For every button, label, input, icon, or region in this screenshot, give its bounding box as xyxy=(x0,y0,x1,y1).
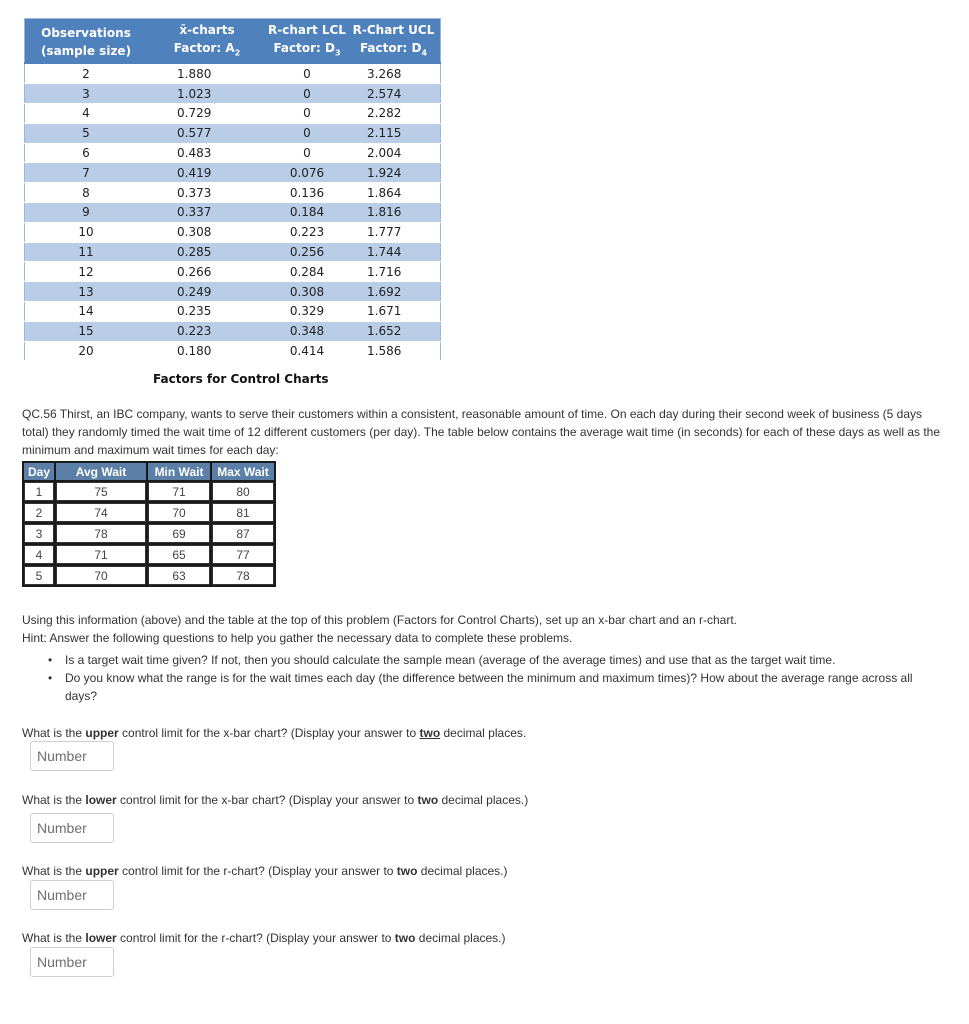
factors-cell-d4: 2.574 xyxy=(347,84,441,104)
problem-description: QC.56 Thirst, an IBC company, wants to serve their customers within a consistent, reasonable amount of time. On each day during their second week of business (5 days total) they randomly timed the wait time of 12 different customers (per day). The table below contains the average wait time (in seconds) for each of these days as well as the minimum and maximum wait times for each day: xyxy=(22,407,941,457)
factors-cell-sample-size: 6 xyxy=(25,143,148,163)
factors-table xyxy=(24,18,441,361)
factors-row xyxy=(25,163,441,183)
factors-row xyxy=(25,63,441,83)
wait-row xyxy=(24,482,274,501)
factors-cell-d4: 3.268 xyxy=(347,63,441,83)
factors-cell-sample-size: 8 xyxy=(25,183,148,203)
factors-row xyxy=(25,222,441,242)
factors-cell-sample-size: 9 xyxy=(25,202,148,222)
factors-cell-a2: 0.373 xyxy=(147,183,267,203)
factors-cell-d4: 2.004 xyxy=(347,143,441,163)
wait-cell-max: 78 xyxy=(212,566,274,585)
factors-row xyxy=(25,84,441,104)
wait-row xyxy=(24,503,274,522)
factors-cell-d3: 0 xyxy=(267,84,347,104)
factors-cell-d4: 1.652 xyxy=(347,321,441,341)
factors-cell-d3: 0 xyxy=(267,63,347,83)
wait-cell-min: 69 xyxy=(148,524,210,543)
r-ucl-input[interactable] xyxy=(30,880,114,910)
xbar-lcl-input[interactable] xyxy=(30,813,114,843)
factors-cell-a2: 0.337 xyxy=(147,202,267,222)
wait-cell-min: 65 xyxy=(148,545,210,564)
factors-cell-a2: 0.285 xyxy=(147,242,267,262)
factors-cell-a2: 0.729 xyxy=(147,103,267,123)
factors-cell-d4: 2.282 xyxy=(347,103,441,123)
question-xbar-ucl: What is the upper control limit for the x-bar chart? (Display your answer to two decimal places. xyxy=(22,726,527,740)
factors-cell-a2: 0.266 xyxy=(147,262,267,282)
factors-cell-sample-size: 7 xyxy=(25,163,148,183)
factors-row xyxy=(25,143,441,163)
instructions-hint: Hint: Answer the following questions to help you gather the necessary data to complete these problems. xyxy=(22,631,573,645)
factors-cell-a2: 0.235 xyxy=(147,301,267,321)
factors-cell-d3: 0.329 xyxy=(267,301,347,321)
factors-cell-d4: 1.692 xyxy=(347,282,441,302)
factors-cell-sample-size: 5 xyxy=(25,123,148,143)
wait-cell-max: 87 xyxy=(212,524,274,543)
question-r-ucl: What is the upper control limit for the r-chart? (Display your answer to two decimal places.) xyxy=(22,864,508,878)
factors-cell-sample-size: 20 xyxy=(25,341,148,361)
factors-cell-d4: 1.586 xyxy=(347,341,441,361)
r-lcl-input[interactable] xyxy=(30,947,114,977)
factors-cell-sample-size: 4 xyxy=(25,103,148,123)
factors-header-observations: Observations (sample size) xyxy=(25,19,148,64)
wait-cell-min: 63 xyxy=(148,566,210,585)
factors-cell-d4: 1.924 xyxy=(347,163,441,183)
factors-row xyxy=(25,282,441,302)
factors-cell-d4: 1.864 xyxy=(347,183,441,203)
wait-table-container xyxy=(22,461,276,587)
factors-cell-a2: 0.483 xyxy=(147,143,267,163)
factors-cell-d4: 1.777 xyxy=(347,222,441,242)
factors-cell-a2: 1.023 xyxy=(147,84,267,104)
factors-cell-a2: 0.577 xyxy=(147,123,267,143)
factors-cell-sample-size: 3 xyxy=(25,84,148,104)
factors-cell-d4: 1.671 xyxy=(347,301,441,321)
wait-table xyxy=(22,461,276,587)
factors-row xyxy=(25,103,441,123)
wait-cell-max: 80 xyxy=(212,482,274,501)
xbar-ucl-input[interactable] xyxy=(30,741,114,771)
wait-cell-day: 1 xyxy=(24,482,54,501)
wait-cell-max: 77 xyxy=(212,545,274,564)
hint-bullets xyxy=(48,651,918,705)
factors-cell-a2: 0.180 xyxy=(147,341,267,361)
wait-row xyxy=(24,545,274,564)
wait-row xyxy=(24,524,274,543)
wait-cell-avg: 70 xyxy=(56,566,146,585)
factors-cell-sample-size: 10 xyxy=(25,222,148,242)
factors-cell-d3: 0.076 xyxy=(267,163,347,183)
wait-cell-day: 4 xyxy=(24,545,54,564)
factors-row xyxy=(25,202,441,222)
factors-cell-d4: 1.716 xyxy=(347,262,441,282)
factors-row xyxy=(25,242,441,262)
question-r-lcl: What is the lower control limit for the r-chart? (Display your answer to two decimal places.) xyxy=(22,931,506,945)
factors-cell-d3: 0 xyxy=(267,123,347,143)
factors-cell-sample-size: 15 xyxy=(25,321,148,341)
factors-cell-d4: 1.744 xyxy=(347,242,441,262)
wait-cell-avg: 75 xyxy=(56,482,146,501)
factors-cell-a2: 0.419 xyxy=(147,163,267,183)
factors-cell-d3: 0.414 xyxy=(267,341,347,361)
factors-cell-d3: 0.136 xyxy=(267,183,347,203)
wait-cell-avg: 78 xyxy=(56,524,146,543)
wait-cell-avg: 74 xyxy=(56,503,146,522)
wait-header-day: Day xyxy=(24,463,54,480)
wait-cell-day: 3 xyxy=(24,524,54,543)
factors-header-r-ucl: R-Chart UCL Factor: $D_4$ xyxy=(347,19,441,64)
factors-cell-d3: 0 xyxy=(267,103,347,123)
question-xbar-lcl: What is the lower control limit for the x-bar chart? (Display your answer to two decimal places.) xyxy=(22,793,529,807)
factors-row xyxy=(25,183,441,203)
factors-row xyxy=(25,262,441,282)
factors-row xyxy=(25,301,441,321)
factors-cell-d3: 0.256 xyxy=(267,242,347,262)
factors-caption: Factors for Control Charts xyxy=(153,372,329,386)
factors-cell-sample-size: 13 xyxy=(25,282,148,302)
instructions-line-1: Using this information (above) and the table at the top of this problem (Factors for Control Charts), set up an x-bar chart and an r-chart. xyxy=(22,613,738,627)
instructions xyxy=(22,611,942,647)
factors-row xyxy=(25,123,441,143)
wait-header-min: Min Wait xyxy=(148,463,210,480)
factors-cell-d3: 0.348 xyxy=(267,321,347,341)
factors-cell-d3: 0.308 xyxy=(267,282,347,302)
factors-cell-a2: 0.308 xyxy=(147,222,267,242)
factors-cell-d3: 0 xyxy=(267,143,347,163)
factors-cell-sample-size: 11 xyxy=(25,242,148,262)
factors-cell-sample-size: 14 xyxy=(25,301,148,321)
factors-cell-d3: 0.184 xyxy=(267,202,347,222)
factors-cell-a2: 0.249 xyxy=(147,282,267,302)
factors-cell-a2: 0.223 xyxy=(147,321,267,341)
factors-header-row xyxy=(25,19,441,64)
factors-row xyxy=(25,321,441,341)
hint-bullet: • Is a target wait time given? If not, then you should calculate the sample mean (average of the average times) and use that as the target wait time. xyxy=(48,651,918,669)
wait-header-row xyxy=(24,463,274,480)
factors-cell-sample-size: 12 xyxy=(25,262,148,282)
factors-header-r-lcl: R-chart LCL Factor: $D_3$ xyxy=(267,19,347,64)
factors-cell-d4: 2.115 xyxy=(347,123,441,143)
factors-header-xbar: x̄-charts Factor: $A_2$ xyxy=(147,19,267,64)
factors-cell-d3: 0.284 xyxy=(267,262,347,282)
factors-cell-d3: 0.223 xyxy=(267,222,347,242)
factors-table-container xyxy=(24,18,441,361)
wait-row xyxy=(24,566,274,585)
wait-cell-max: 81 xyxy=(212,503,274,522)
wait-cell-min: 71 xyxy=(148,482,210,501)
factors-cell-d4: 1.816 xyxy=(347,202,441,222)
wait-cell-day: 2 xyxy=(24,503,54,522)
factors-cell-sample-size: 2 xyxy=(25,63,148,83)
wait-header-max: Max Wait xyxy=(212,463,274,480)
factors-row xyxy=(25,341,441,361)
wait-cell-day: 5 xyxy=(24,566,54,585)
factors-cell-a2: 1.880 xyxy=(147,63,267,83)
wait-cell-avg: 71 xyxy=(56,545,146,564)
hint-bullet: • Do you know what the range is for the wait times each day (the difference between the minimum and maximum times)? How about the average range across all days? xyxy=(48,669,918,705)
wait-header-avg: Avg Wait xyxy=(56,463,146,480)
wait-cell-min: 70 xyxy=(148,503,210,522)
